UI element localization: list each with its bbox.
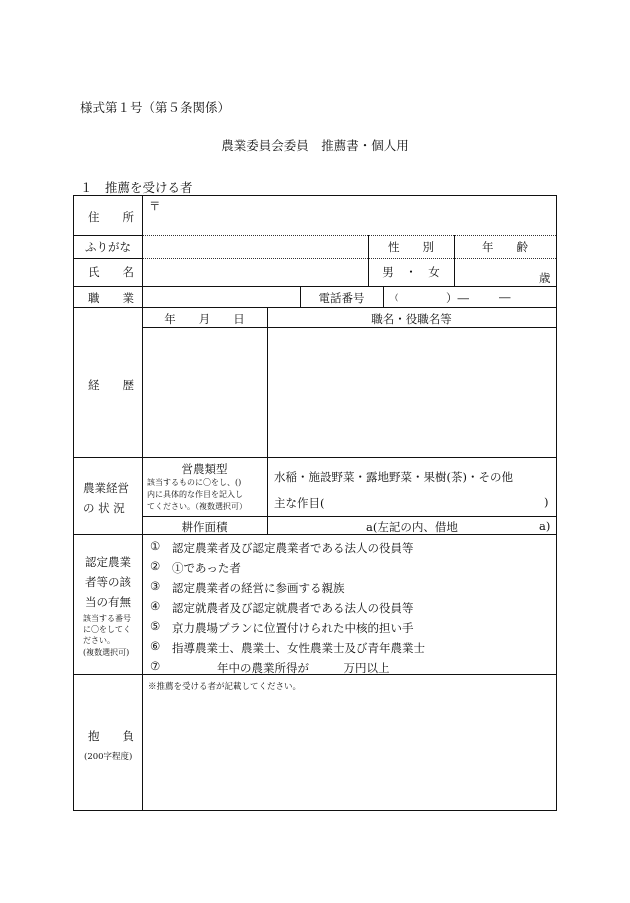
farming-label-line2: の 状 況 bbox=[83, 501, 125, 515]
phone-open-paren: （ bbox=[390, 294, 399, 304]
certified-note-1: 該当する番号 bbox=[83, 614, 131, 623]
gender-label: 性 別 bbox=[388, 240, 434, 254]
divider bbox=[267, 307, 268, 534]
farmland-area-close: a) bbox=[539, 519, 551, 533]
career-label: 経 歴 bbox=[88, 378, 134, 392]
section-heading: １ 推薦を受ける者 bbox=[80, 180, 193, 195]
certified-item-2-number[interactable]: ② bbox=[150, 559, 161, 573]
phone-label: 電話番号 bbox=[318, 291, 365, 305]
occupation-label: 職 業 bbox=[88, 291, 134, 305]
occupation-field[interactable] bbox=[146, 288, 296, 306]
farmland-area-header: 耕作面積 bbox=[181, 520, 228, 534]
divider bbox=[74, 457, 556, 458]
certified-item-5-number[interactable]: ⑤ bbox=[150, 619, 161, 633]
farming-label-line1: 農業経営 bbox=[83, 481, 129, 495]
divider bbox=[383, 286, 384, 307]
form-number: 様式第１号（第５条関係） bbox=[80, 100, 231, 115]
certified-note-2: に〇をしてく bbox=[83, 625, 131, 634]
certified-item-3-text: 認定農業者の経営に参画する親族 bbox=[172, 581, 345, 595]
farming-type-header: 営農類型 bbox=[181, 462, 228, 476]
furigana-field[interactable] bbox=[146, 237, 364, 256]
gender-options[interactable]: 男 ・ 女 bbox=[382, 265, 440, 279]
certified-note-4: (複数選択可) bbox=[83, 648, 130, 657]
certified-label-3: 当の有無 bbox=[85, 595, 131, 609]
age-label: 年 齢 bbox=[482, 240, 528, 254]
certified-item-3-number[interactable]: ③ bbox=[150, 579, 161, 593]
divider bbox=[142, 516, 556, 517]
postal-mark: 〒 bbox=[149, 199, 161, 213]
recommendation-form bbox=[73, 195, 557, 811]
certified-item-1-number[interactable]: ① bbox=[150, 539, 161, 553]
name-label: 氏 名 bbox=[88, 265, 134, 279]
divider bbox=[142, 196, 143, 810]
document-title: 農業委員会委員 推薦書・個人用 bbox=[221, 138, 409, 153]
divider bbox=[142, 258, 556, 259]
main-crop-close: ) bbox=[544, 495, 549, 509]
certified-item-5-text: 京力農場プランに位置付けられた中核的担い手 bbox=[172, 621, 414, 635]
certified-item-6-number[interactable]: ⑥ bbox=[150, 639, 161, 653]
career-position-field[interactable] bbox=[271, 330, 551, 454]
phone-close-paren: ）― bbox=[446, 291, 469, 305]
farmland-area-field[interactable] bbox=[271, 518, 363, 533]
farming-type-note-2: 内に具体的な作目を記入し bbox=[147, 490, 243, 499]
certified-item-4-text: 認定就農者及び認定就農者である法人の役員等 bbox=[172, 601, 414, 615]
address-label: 住 所 bbox=[88, 210, 134, 224]
career-date-field[interactable] bbox=[146, 330, 264, 454]
name-field[interactable] bbox=[146, 260, 364, 284]
certified-item-6-text: 指導農業士、農業士、女性農業士及び青年農業士 bbox=[172, 641, 425, 655]
phone-field[interactable] bbox=[387, 288, 552, 306]
address-field[interactable] bbox=[164, 200, 550, 232]
career-position-header: 職名・役職名等 bbox=[371, 312, 452, 326]
farmland-area-text: a(左記の内、借地 bbox=[366, 520, 458, 534]
farming-type-note-3: てください。（複数選択可） bbox=[147, 502, 247, 511]
divider bbox=[74, 235, 142, 236]
career-date-header: 年 月 日 bbox=[164, 312, 245, 326]
certified-item-4-number[interactable]: ④ bbox=[150, 599, 161, 613]
age-field[interactable] bbox=[458, 260, 536, 284]
divider bbox=[74, 235, 556, 236]
divider bbox=[74, 307, 556, 308]
farming-type-options[interactable]: 水稲・施設野菜・露地野菜・果樹(茶)・その他 bbox=[274, 470, 513, 484]
certified-item-2-text: ①であった者 bbox=[172, 561, 241, 575]
certified-label-2: 者等の該 bbox=[85, 575, 131, 589]
main-crop-field[interactable] bbox=[330, 492, 540, 512]
divider bbox=[74, 286, 556, 287]
certified-item-7-number[interactable]: ⑦ bbox=[150, 659, 161, 673]
certified-item-1-text: 認定農業者及び認定農業者である法人の役員等 bbox=[172, 541, 414, 555]
divider bbox=[142, 327, 556, 328]
certified-label-1: 認定農業 bbox=[85, 555, 131, 569]
leased-area-field[interactable] bbox=[470, 518, 534, 533]
age-unit: 歳 bbox=[539, 271, 551, 285]
aspiration-label: 抱 負 bbox=[88, 729, 134, 743]
certified-item-7-text: 年中の農業所得が 万円以上 bbox=[217, 661, 390, 675]
main-crop-label: 主な作目( bbox=[274, 496, 325, 510]
farming-type-note-1: 該当するものに〇をし、() bbox=[147, 478, 242, 487]
aspiration-field[interactable] bbox=[146, 694, 550, 806]
aspiration-note: ※推薦を受ける者が記載してください。 bbox=[148, 682, 302, 692]
certified-note-3: ださい。 bbox=[83, 636, 115, 645]
furigana-label: ふりがな bbox=[85, 240, 131, 254]
aspiration-sublabel: (200字程度) bbox=[84, 752, 133, 762]
phone-dash: ― bbox=[499, 290, 511, 304]
divider bbox=[74, 258, 142, 259]
